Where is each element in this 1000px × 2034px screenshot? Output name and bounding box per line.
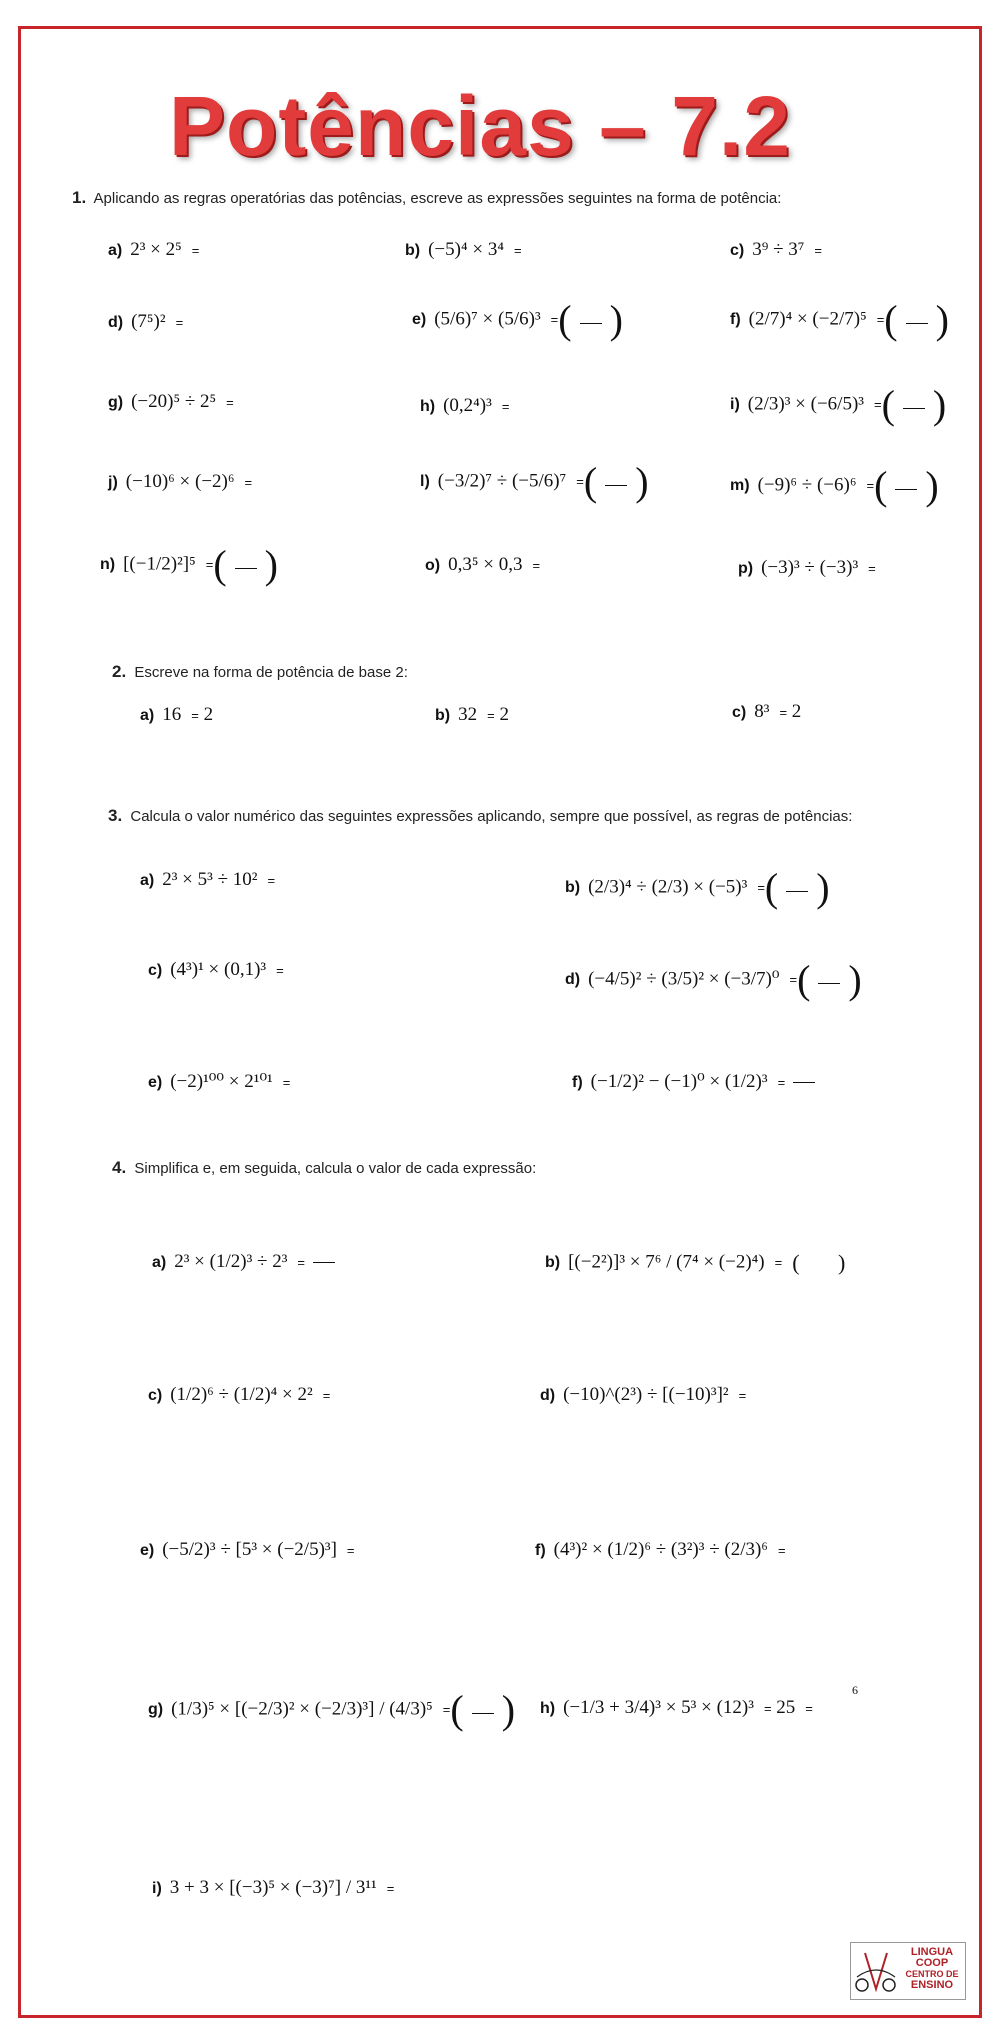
q1-item-e: e) (5/6)⁷ × (5/6)³ =( )	[412, 297, 623, 342]
question-1-text: Aplicando as regras operatórias das potências, escreve as expressões seguintes na forma de potência:	[93, 190, 782, 207]
expr: (2/3)³ × (−6/5)³	[747, 393, 864, 415]
answer-bracket: ( )	[450, 1687, 516, 1732]
q3-item-b: b) (2/3)⁴ ÷ (2/3) × (−5)³ =( )	[565, 865, 830, 910]
q1-item-p: p) (−3)³ ÷ (−3)³ =	[738, 557, 876, 578]
q1-item-m: m) (−9)⁶ ÷ (−6)⁶ =( )	[730, 463, 939, 508]
q1-item-c: c) 3⁹ ÷ 3⁷ =	[730, 239, 823, 260]
q4-item-c: c) (1/2)⁶ ÷ (1/2)⁴ × 2² =	[148, 1384, 331, 1405]
q4-item-a: a) 2³ × (1/2)³ ÷ 2³ =	[152, 1252, 343, 1271]
question-4-number: 4.	[112, 1158, 127, 1177]
q1-item-b: b) (−5)⁴ × 3⁴ =	[405, 239, 522, 260]
q1-item-h: h) (0,2⁴)³ =	[420, 395, 510, 416]
q3-item-c: c) (4³)¹ × (0,1)³ =	[148, 959, 284, 980]
q3-item-a: a) 2³ × 5³ ÷ 10² =	[140, 869, 276, 890]
expr: (−9)⁶ ÷ (−6)⁶	[757, 474, 857, 496]
answer-bracket: ( )	[213, 542, 278, 587]
answer: 2	[499, 704, 509, 725]
question-2-number: 2.	[112, 662, 127, 681]
q1-item-d: d) (7⁵)² =	[108, 311, 184, 332]
q1-item-i: i) (2/3)³ × (−6/5)³ =( )	[730, 382, 947, 427]
logo-figure-icon	[851, 1943, 901, 1999]
question-1-header	[72, 188, 781, 208]
question-1-number: 1.	[72, 188, 87, 207]
expr: (−3)³ ÷ (−3)³	[761, 557, 859, 578]
answer-bracket: ( )	[797, 957, 862, 1002]
expr: 2³ × 2⁵	[130, 239, 182, 260]
q1-item-a: a) 2³ × 2⁵ =	[108, 239, 200, 260]
expr: (2/7)⁴ × (−2/7)⁵	[748, 308, 867, 330]
q4-item-e: e) (−5/2)³ ÷ [5³ × (−2/5)³] =	[140, 1539, 355, 1560]
answer-bracket: ( )	[764, 865, 830, 910]
expr: (−3/2)⁷ ÷ (−5/6)⁷	[437, 470, 567, 492]
q1-item-n: n) [(−1/2)²]⁵ =( )	[100, 542, 278, 587]
answer-bracket: ( )	[884, 297, 949, 342]
q4-item-h-note: 6	[852, 1683, 858, 1697]
expr: 3⁹ ÷ 3⁷	[752, 239, 805, 260]
answer-bracket: ( )	[583, 459, 649, 504]
page-title: Potências – 7.2	[169, 79, 791, 173]
question-2-header	[112, 662, 408, 682]
q1-item-g: g) (−20)⁵ ÷ 2⁵ =	[108, 391, 234, 412]
expr: (−5)⁴ × 3⁴	[428, 239, 504, 260]
answer: 2	[791, 701, 802, 722]
expr: (−20)⁵ ÷ 2⁵	[131, 391, 217, 412]
q1-item-f: f) (2/7)⁴ × (−2/7)⁵ =( )	[730, 297, 949, 342]
answer-blank	[793, 1082, 815, 1083]
q1-item-l: l) (−3/2)⁷ ÷ (−5/6)⁷ =( )	[420, 459, 649, 504]
question-3-text: Calcula o valor numérico das seguintes expressões aplicando, sempre que possível, as regras de potências:	[130, 808, 853, 825]
question-4-header	[112, 1158, 536, 1178]
answer-blank	[313, 1262, 335, 1263]
q4-item-f: f) (4³)² × (1/2)⁶ ÷ (3²)³ ÷ (2/3)⁶ =	[535, 1539, 786, 1560]
question-4-text: Simplifica e, em seguida, calcula o valor de cada expressão:	[134, 1160, 537, 1177]
expr: (0,2⁴)³	[443, 395, 492, 416]
expr: (7⁵)²	[131, 311, 166, 332]
q2-item-b: b) 32 = 2	[435, 704, 509, 725]
q4-item-b: b) [(−2²)]³ × 7⁶ / (7⁴ × (−2)⁴) = ( )	[545, 1250, 846, 1275]
logo-text: LINGUA COOP CENTRO DE ENSINO	[905, 1946, 959, 1991]
q4-item-h: h) (−1/3 + 3/4)³ × 5³ × (12)³ = 25 =	[540, 1697, 813, 1718]
q2-item-c: c) 8³ = 2	[732, 701, 802, 722]
q4-item-i: i) 3 + 3 × [(−3)⁵ × (−3)⁷] / 3¹¹ =	[152, 1877, 395, 1898]
answer: 2	[203, 704, 214, 725]
expr: (−10)⁶ × (−2)⁶	[125, 471, 235, 492]
q4-item-d: d) (−10)^(2³) ÷ [(−10)³]² =	[540, 1384, 747, 1405]
q1-item-j: j) (−10)⁶ × (−2)⁶ =	[108, 471, 253, 492]
q3-item-f: f) (−1/2)² − (−1)⁰ × (1/2)³ =	[572, 1072, 823, 1091]
answer: 25	[776, 1697, 796, 1718]
expr: (5/6)⁷ × (5/6)³	[434, 308, 541, 330]
answer-bracket: ( )	[881, 382, 947, 427]
expr: 0,3⁵ × 0,3	[448, 554, 523, 575]
answer-bracket: ( )	[558, 297, 623, 342]
q3-item-d: d) (−4/5)² ÷ (3/5)² × (−3/7)⁰ =( )	[565, 957, 862, 1002]
answer-bracket: ( )	[874, 463, 939, 508]
question-3-header	[108, 806, 852, 826]
question-3-number: 3.	[108, 806, 123, 825]
expr: [(−1/2)²]⁵	[123, 553, 196, 575]
q4-item-g: g) (1/3)⁵ × [(−2/3)² × (−2/3)³] / (4/3)⁵ =( )	[148, 1687, 516, 1732]
q3-item-e: e) (−2)¹⁰⁰ × 2¹⁰¹ =	[148, 1071, 291, 1092]
lingua-coop-logo	[850, 1942, 966, 2000]
q2-item-a: a) 16 = 2	[140, 704, 214, 725]
question-2-text: Escreve na forma de potência de base 2:	[134, 664, 408, 681]
q1-item-o: o) 0,3⁵ × 0,3 =	[425, 554, 541, 575]
answer-bracket: ( )	[792, 1250, 846, 1275]
